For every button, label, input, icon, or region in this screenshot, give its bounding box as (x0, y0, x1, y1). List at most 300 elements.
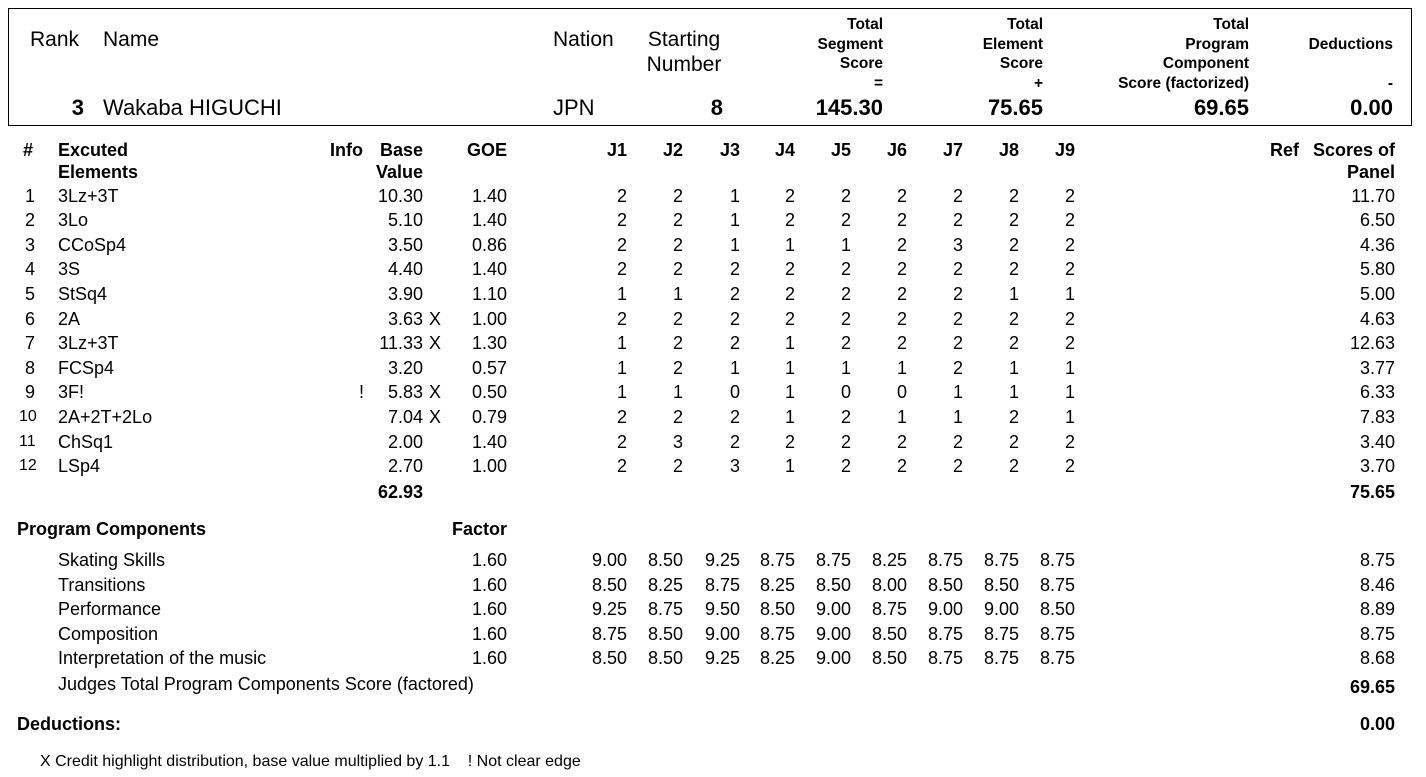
element-judge-5: 1 (840, 357, 851, 378)
element-judge-8: 2 (1008, 210, 1019, 231)
element-judge-8: 2 (1008, 406, 1019, 427)
component-judge-4: 8.75 (759, 623, 795, 644)
element-number: 2 (25, 210, 36, 231)
element-panel-score: 5.00 (1359, 283, 1395, 304)
element-judge-4: 2 (784, 283, 795, 304)
element-panel-score: 3.77 (1359, 357, 1395, 378)
element-judge-9: 2 (1064, 185, 1075, 206)
component-name: Transitions (58, 574, 146, 595)
element-panel-score: 6.33 (1359, 382, 1395, 403)
component-row (0, 597, 1426, 622)
tss-label-4: = (873, 74, 883, 92)
element-number: 6 (25, 308, 36, 329)
element-judge-4: 1 (784, 357, 795, 378)
component-panel-score: 8.75 (1359, 623, 1395, 644)
element-judge-9: 2 (1064, 234, 1075, 255)
element-base-value: 10.30 (377, 185, 423, 206)
element-base-value: 4.40 (387, 259, 423, 280)
element-judge-8: 2 (1008, 308, 1019, 329)
element-judge-6: 2 (896, 283, 907, 304)
col-elements-header-2: Elements (58, 162, 139, 182)
judge-header-3: J3 (719, 140, 740, 160)
component-judge-7: 8.75 (927, 623, 963, 644)
component-judge-3: 9.50 (704, 599, 740, 620)
component-row (0, 646, 1426, 671)
element-judge-5: 2 (840, 259, 851, 280)
element-number: 11 (19, 432, 36, 450)
judge-header-5: J5 (830, 140, 851, 160)
element-judge-4: 1 (784, 333, 795, 354)
element-panel-score: 12.63 (1349, 333, 1395, 354)
element-judge-5: 2 (840, 210, 851, 231)
component-judge-7: 9.00 (927, 599, 963, 620)
element-judge-6: 2 (896, 234, 907, 255)
element-judge-7: 2 (952, 357, 963, 378)
judge-header-1: J1 (606, 140, 627, 160)
starting-label-line2: Number (646, 53, 722, 76)
element-judge-4: 1 (784, 456, 795, 477)
element-judge-6: 0 (896, 382, 907, 403)
element-base-value: 3.20 (387, 357, 423, 378)
col-base-header-1: Base (379, 140, 423, 160)
col-scores-header-1: Scores of (1312, 140, 1395, 160)
component-panel-score: 8.89 (1359, 599, 1395, 620)
component-judge-8: 8.75 (983, 648, 1019, 669)
element-judge-3: 2 (729, 406, 740, 427)
element-judge-8: 2 (1008, 185, 1019, 206)
pcs-label-1: Total (1213, 16, 1249, 33)
component-factor: 1.60 (471, 623, 507, 644)
element-judge-5: 2 (840, 406, 851, 427)
element-judge-3: 1 (729, 234, 740, 255)
component-row (0, 622, 1426, 647)
skater-name: Wakaba HIGUCHI (103, 95, 282, 120)
element-x-marker: X (429, 382, 442, 403)
rank-value: 3 (71, 95, 84, 120)
element-code: 3Lz+3T (58, 333, 119, 354)
element-judge-3: 2 (729, 333, 740, 354)
component-judge-4: 8.75 (759, 550, 795, 570)
element-judge-6: 2 (896, 456, 907, 477)
element-number: 7 (25, 333, 36, 354)
element-judge-6: 2 (896, 308, 907, 329)
element-code: 2A (58, 308, 81, 329)
components-total-label: Judges Total Program Components Score (factored) (58, 674, 474, 694)
element-judge-8: 2 (1008, 259, 1019, 280)
element-judge-5: 2 (840, 456, 851, 477)
pcs-label-3: Component (1162, 55, 1249, 72)
element-judge-5: 2 (840, 333, 851, 354)
component-panel-score: 8.68 (1359, 648, 1395, 669)
components-title: Program Components (17, 519, 207, 539)
element-judge-4: 1 (784, 406, 795, 427)
element-panel-score: 7.83 (1359, 406, 1395, 427)
element-judge-7: 3 (952, 234, 963, 255)
element-base-value: 3.50 (387, 234, 423, 255)
element-judge-1: 2 (616, 185, 627, 206)
component-judge-8: 8.50 (983, 574, 1019, 595)
element-judge-9: 1 (1064, 382, 1075, 403)
element-row (0, 257, 1426, 282)
element-judge-3: 1 (729, 210, 740, 231)
element-judge-4: 2 (784, 259, 795, 280)
tes-label-3: Score (999, 55, 1043, 72)
element-row (0, 307, 1426, 332)
tes-label-1: Total (1007, 16, 1043, 33)
element-judge-1: 1 (616, 283, 627, 304)
component-row (0, 573, 1426, 598)
element-judge-9: 2 (1064, 210, 1075, 231)
element-judge-8: 1 (1008, 357, 1019, 378)
component-factor: 1.60 (471, 599, 507, 620)
element-judge-8: 2 (1008, 431, 1019, 452)
component-judge-7: 8.75 (927, 550, 963, 570)
element-number: 8 (25, 357, 36, 378)
element-row (0, 282, 1426, 307)
element-judge-1: 1 (616, 357, 627, 378)
component-judge-6: 8.50 (871, 623, 907, 644)
element-panel-score: 3.40 (1359, 431, 1395, 452)
component-judge-9: 8.75 (1039, 574, 1075, 595)
element-goe: 1.40 (471, 431, 507, 452)
element-code: LSp4 (58, 456, 101, 477)
element-goe: 0.79 (471, 406, 507, 427)
element-x-marker: X (429, 333, 442, 354)
judge-header-4: J4 (774, 140, 795, 160)
component-name: Interpretation of the music (58, 648, 267, 669)
element-row (0, 184, 1426, 209)
element-judge-9: 2 (1064, 456, 1075, 477)
component-factor: 1.60 (471, 550, 507, 570)
element-goe: 1.40 (471, 185, 507, 206)
component-name: Performance (58, 599, 162, 620)
element-judge-4: 2 (784, 210, 795, 231)
element-judge-7: 1 (952, 382, 963, 403)
element-judge-8: 2 (1008, 333, 1019, 354)
judge-header-2: J2 (662, 140, 683, 160)
element-judge-9: 1 (1064, 357, 1075, 378)
component-judge-1: 8.50 (591, 574, 627, 595)
deductions-label: Deductions: (17, 714, 122, 734)
judge-header-7: J7 (942, 140, 963, 160)
element-code: 3Lz+3T (58, 185, 119, 206)
element-panel-score: 6.50 (1359, 210, 1395, 231)
component-judge-9: 8.75 (1039, 550, 1075, 570)
element-number: 1 (25, 185, 36, 206)
element-judge-3: 3 (729, 456, 740, 477)
element-judge-2: 2 (672, 210, 683, 231)
element-judge-5: 1 (840, 234, 851, 255)
element-judge-2: 2 (672, 259, 683, 280)
component-judge-2: 8.50 (647, 623, 683, 644)
ded-label-2: - (1387, 74, 1393, 92)
components-factor-header: Factor (451, 519, 507, 539)
element-goe: 0.57 (471, 357, 507, 378)
component-judge-6: 8.50 (871, 648, 907, 669)
component-judge-8: 9.00 (983, 599, 1019, 620)
element-code: StSq4 (58, 283, 108, 304)
element-code: 3Lo (58, 210, 89, 231)
col-info-header: Info (330, 140, 363, 160)
component-judge-9: 8.50 (1039, 599, 1075, 620)
pcs-value: 69.65 (1193, 95, 1249, 120)
element-goe: 1.00 (471, 456, 507, 477)
element-base-value: 5.83 (387, 382, 423, 403)
element-judge-3: 2 (729, 259, 740, 280)
tes-label-2: Element (982, 35, 1043, 53)
element-number: 4 (25, 259, 36, 280)
element-judge-8: 2 (1008, 234, 1019, 255)
element-code: FCSp4 (58, 357, 115, 378)
tss-value: 145.30 (815, 95, 883, 120)
component-judge-9: 8.75 (1039, 648, 1075, 669)
element-judge-2: 3 (672, 431, 683, 452)
element-base-value: 5.10 (387, 210, 423, 231)
component-name: Skating Skills (58, 550, 166, 570)
element-judge-9: 2 (1064, 333, 1075, 354)
element-judge-5: 2 (840, 185, 851, 206)
element-judge-7: 2 (952, 283, 963, 304)
element-goe: 1.40 (471, 259, 507, 280)
tss-label-3: Score (839, 55, 883, 72)
element-judge-3: 2 (729, 283, 740, 304)
element-judge-7: 2 (952, 185, 963, 206)
element-number: 5 (25, 283, 36, 304)
element-code: CCoSp4 (58, 234, 127, 255)
nation-value: JPN (553, 95, 595, 120)
component-judge-2: 8.25 (647, 574, 683, 595)
element-judge-1: 2 (616, 308, 627, 329)
element-x-marker: X (429, 308, 442, 329)
component-judge-7: 8.75 (927, 648, 963, 669)
pcs-label-2: Program (1185, 35, 1249, 53)
element-judge-3: 2 (729, 308, 740, 329)
tes-value: 75.65 (987, 95, 1043, 120)
components-total-value: 69.65 (1349, 677, 1395, 697)
element-row (0, 331, 1426, 356)
element-panel-score: 4.36 (1359, 234, 1395, 255)
element-judge-4: 2 (784, 185, 795, 206)
element-judge-2: 2 (672, 406, 683, 427)
component-judge-5: 9.00 (815, 599, 851, 620)
component-judge-5: 9.00 (815, 648, 851, 669)
element-number: 9 (25, 382, 36, 403)
col-num-header: # (23, 140, 34, 160)
element-judge-2: 1 (672, 382, 683, 403)
component-factor: 1.60 (471, 574, 507, 595)
deductions-value: 0.00 (1350, 95, 1393, 120)
nation-label: Nation (553, 28, 614, 51)
component-judge-6: 8.00 (871, 574, 907, 595)
element-number: 12 (19, 457, 37, 475)
footnote: X Credit highlight distribution, base value multiplied by 1.1 ! Not clear edge (40, 753, 581, 770)
element-base-value: 2.00 (387, 431, 423, 452)
element-panel-score: 3.70 (1359, 456, 1395, 477)
element-judge-7: 2 (952, 431, 963, 452)
component-judge-1: 9.25 (591, 599, 627, 620)
element-judge-1: 2 (616, 234, 627, 255)
element-judge-2: 2 (672, 357, 683, 378)
element-info: ! (359, 382, 365, 403)
total-base-value: 62.93 (377, 482, 423, 502)
ded-label-1: Deductions (1308, 35, 1393, 53)
component-judge-5: 9.00 (815, 623, 851, 644)
element-judge-4: 2 (784, 431, 795, 452)
component-judge-2: 8.50 (647, 550, 683, 570)
element-judge-5: 2 (840, 308, 851, 329)
element-base-value: 7.04 (387, 406, 423, 427)
element-judge-8: 2 (1008, 456, 1019, 477)
col-scores-header-2: Panel (1346, 162, 1395, 182)
element-number: 10 (19, 407, 37, 425)
element-judge-6: 1 (896, 406, 907, 427)
element-panel-score: 4.63 (1359, 308, 1395, 329)
element-row (0, 356, 1426, 381)
element-judge-6: 2 (896, 185, 907, 206)
element-judge-6: 2 (896, 431, 907, 452)
element-row (0, 380, 1426, 405)
name-label: Name (103, 28, 160, 51)
element-judge-7: 2 (952, 308, 963, 329)
component-row (0, 548, 1426, 573)
component-judge-7: 8.50 (927, 574, 963, 595)
starting-label-line1: Starting (647, 28, 721, 51)
judge-header-9: J9 (1054, 140, 1075, 160)
component-judge-3: 9.25 (704, 550, 740, 570)
element-judge-7: 2 (952, 210, 963, 231)
element-number: 3 (25, 234, 36, 255)
component-panel-score: 8.75 (1359, 550, 1395, 570)
element-judge-7: 1 (952, 406, 963, 427)
element-judge-6: 1 (896, 357, 907, 378)
element-judge-5: 0 (840, 382, 851, 403)
component-judge-5: 8.75 (815, 550, 851, 570)
element-judge-4: 1 (784, 234, 795, 255)
component-judge-2: 8.75 (647, 599, 683, 620)
element-base-value: 3.63 (387, 308, 423, 329)
element-judge-5: 2 (840, 283, 851, 304)
element-goe: 0.50 (471, 382, 507, 403)
tes-label-4: + (1033, 74, 1043, 92)
component-judge-5: 8.50 (815, 574, 851, 595)
element-judge-2: 2 (672, 333, 683, 354)
component-judge-8: 8.75 (983, 550, 1019, 570)
element-goe: 1.00 (471, 308, 507, 329)
element-base-value: 2.70 (387, 456, 423, 477)
component-judge-1: 8.75 (591, 623, 627, 644)
element-panel-score: 11.70 (1351, 185, 1395, 206)
component-judge-4: 8.25 (759, 648, 795, 669)
element-judge-3: 2 (729, 431, 740, 452)
element-judge-8: 1 (1008, 382, 1019, 403)
element-goe: 1.10 (471, 283, 507, 304)
col-ref-header: Ref (1269, 140, 1299, 160)
component-judge-8: 8.75 (983, 623, 1019, 644)
component-judge-1: 8.50 (591, 648, 627, 669)
component-judge-1: 9.00 (591, 550, 627, 570)
element-judge-1: 2 (616, 406, 627, 427)
component-judge-2: 8.50 (647, 648, 683, 669)
element-judge-9: 1 (1064, 283, 1075, 304)
element-row (0, 430, 1426, 455)
element-judge-9: 2 (1064, 259, 1075, 280)
col-elements-header-1: Excuted (58, 140, 129, 160)
element-judge-1: 2 (616, 259, 627, 280)
component-name: Composition (58, 623, 159, 644)
element-code: 2A+2T+2Lo (58, 406, 153, 427)
element-judge-7: 2 (952, 456, 963, 477)
element-judge-9: 2 (1064, 431, 1075, 452)
element-goe: 1.30 (471, 333, 507, 354)
tss-label-1: Total (847, 16, 883, 33)
element-code: ChSq1 (58, 431, 114, 452)
element-judge-1: 2 (616, 210, 627, 231)
element-judge-7: 2 (952, 259, 963, 280)
element-row (0, 233, 1426, 258)
element-code: 3F! (58, 382, 85, 403)
element-judge-2: 2 (672, 234, 683, 255)
component-judge-4: 8.50 (759, 599, 795, 620)
element-judge-2: 2 (672, 185, 683, 206)
component-judge-4: 8.25 (759, 574, 795, 595)
element-row (0, 405, 1426, 430)
element-judge-9: 1 (1064, 406, 1075, 427)
element-judge-1: 1 (616, 333, 627, 354)
element-judge-6: 2 (896, 333, 907, 354)
element-base-value: 11.33 (379, 333, 423, 354)
starting-number-value: 8 (710, 95, 723, 120)
element-row (0, 208, 1426, 233)
element-judge-9: 2 (1064, 308, 1075, 329)
total-element-score: 75.65 (1349, 482, 1395, 502)
component-factor: 1.60 (471, 648, 507, 669)
element-judge-4: 2 (784, 308, 795, 329)
rank-label: Rank (30, 28, 80, 51)
element-judge-1: 1 (616, 382, 627, 403)
element-judge-2: 2 (672, 456, 683, 477)
element-judge-6: 2 (896, 210, 907, 231)
element-judge-3: 1 (729, 357, 740, 378)
component-judge-9: 8.75 (1039, 623, 1075, 644)
component-judge-3: 9.25 (704, 648, 740, 669)
element-judge-2: 1 (672, 283, 683, 304)
element-code: 3S (58, 259, 81, 280)
element-judge-8: 1 (1008, 283, 1019, 304)
element-base-value: 3.90 (387, 283, 423, 304)
element-judge-6: 2 (896, 259, 907, 280)
element-goe: 0.86 (471, 234, 507, 255)
component-judge-6: 8.25 (871, 550, 907, 570)
element-x-marker: X (429, 406, 442, 427)
element-judge-7: 2 (952, 333, 963, 354)
component-panel-score: 8.46 (1359, 574, 1395, 595)
col-goe-header: GOE (466, 140, 507, 160)
judge-header-8: J8 (998, 140, 1019, 160)
element-goe: 1.40 (471, 210, 507, 231)
element-judge-1: 2 (616, 456, 627, 477)
element-row (0, 454, 1426, 479)
pcs-label-4: Score (factorized) (1118, 74, 1249, 92)
element-judge-2: 2 (672, 308, 683, 329)
element-judge-3: 1 (729, 185, 740, 206)
component-judge-3: 8.75 (704, 574, 740, 595)
deductions-total: 0.00 (1359, 714, 1395, 734)
element-judge-3: 0 (729, 382, 740, 403)
element-panel-score: 5.80 (1359, 259, 1395, 280)
element-judge-4: 1 (784, 382, 795, 403)
col-base-header-2: Value (375, 162, 423, 182)
component-judge-3: 9.00 (704, 623, 740, 644)
